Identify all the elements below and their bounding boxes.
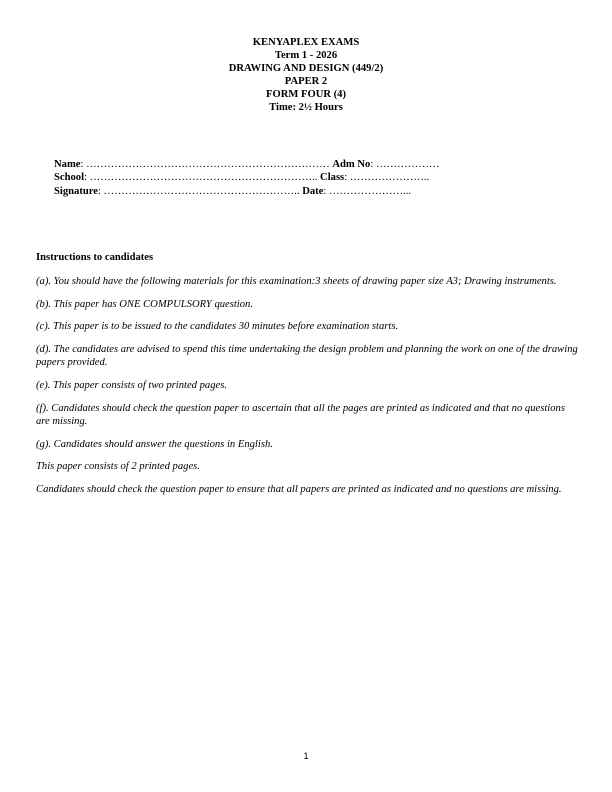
school-field[interactable]: : ……………………………………………………….. xyxy=(84,172,318,184)
school-label: School xyxy=(54,172,85,184)
exam-time: Time: 2½ Hours xyxy=(269,102,343,113)
signature-row xyxy=(54,185,440,198)
exam-header xyxy=(0,36,612,114)
instructions-list xyxy=(36,275,580,506)
school-row xyxy=(54,171,440,184)
instruction-g: (g). Candidates should answer the questions in English. xyxy=(36,438,273,450)
instruction-check-note: Candidates should check the question paper to ensure that all papers are printed as indicated and no questions are missing. xyxy=(36,483,562,495)
instruction-a: (a). You should have the following materials for this examination:3 sheets of drawing paper size A3; Drawing instruments. xyxy=(36,276,557,287)
instruction-f: (f). Candidates should check the question paper to ascertain that all the pages are printed as indicated and that no questions are missing. xyxy=(36,402,565,428)
name-field[interactable]: : …………………………………………………………… xyxy=(80,159,330,170)
instruction-c: (c). This paper is to be issued to the candidates 30 minutes before examination starts. xyxy=(36,321,399,333)
instruction-b: (b). This paper has ONE COMPULSORY question. xyxy=(36,298,253,310)
exam-body-title: KENYAPLEX EXAMS xyxy=(252,37,360,48)
class-field[interactable]: : ………………….. xyxy=(344,172,430,184)
instructions-heading: Instructions to candidates xyxy=(36,252,154,263)
instruction-e: (e). This paper consists of two printed pages. xyxy=(36,379,227,391)
class-label: Class xyxy=(320,172,345,184)
adm-no-label: Adm No xyxy=(332,159,371,170)
page-number: 1 xyxy=(303,751,309,761)
exam-paper: PAPER 2 xyxy=(284,76,328,87)
date-label: Date xyxy=(302,185,324,197)
adm-no-field[interactable]: : ……………… xyxy=(370,159,440,170)
signature-field[interactable]: : ……………………………………………….. xyxy=(97,185,300,197)
date-field[interactable]: : …………………... xyxy=(323,185,412,197)
exam-form: FORM FOUR (4) xyxy=(265,89,347,100)
instruction-d: (d). The candidates are advised to spend this time undertaking the design problem and planning the work on one of the drawing papers provided. xyxy=(36,343,578,369)
name-row xyxy=(54,158,440,171)
exam-term: Term 1 - 2026 xyxy=(274,50,338,61)
name-label: Name xyxy=(54,159,81,170)
candidate-details xyxy=(54,158,440,198)
exam-subject: DRAWING AND DESIGN (449/2) xyxy=(228,63,384,74)
signature-label: Signature xyxy=(54,185,98,197)
instruction-pages-note: This paper consists of 2 printed pages. xyxy=(36,461,200,473)
